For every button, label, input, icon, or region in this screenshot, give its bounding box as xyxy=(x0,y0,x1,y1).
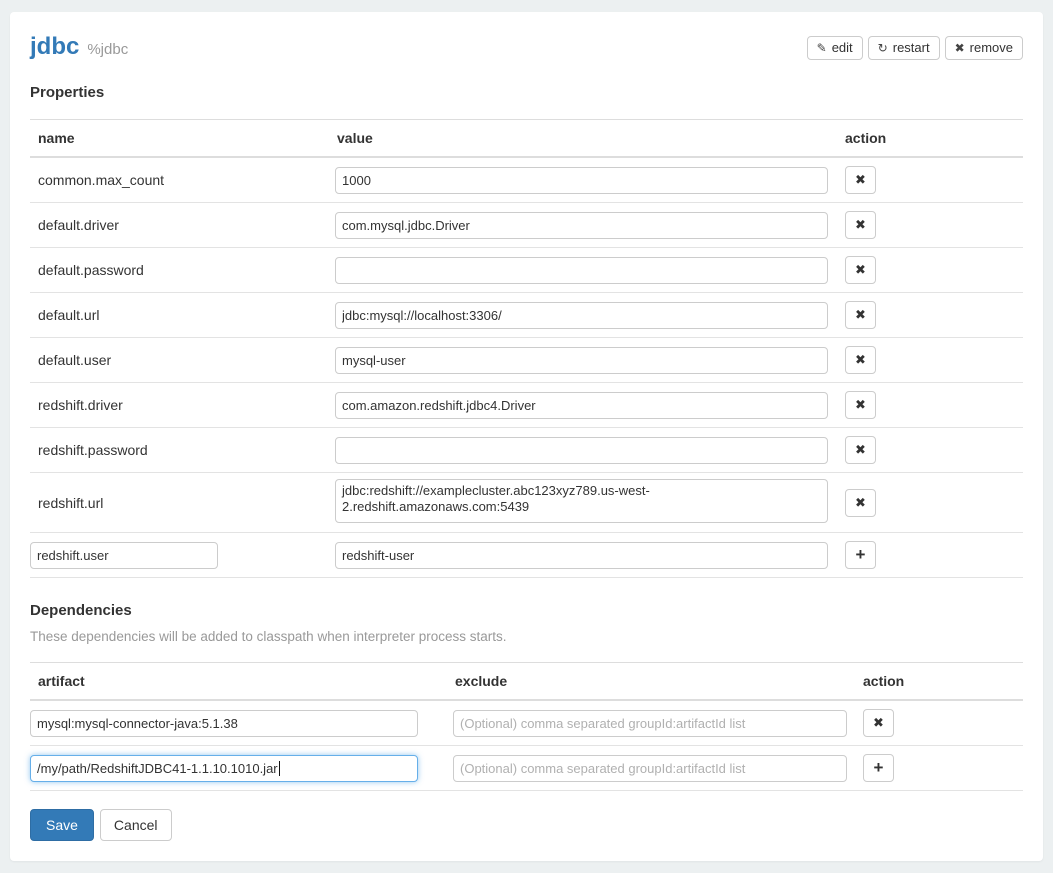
pencil-icon: ✎ xyxy=(816,41,827,55)
property-row xyxy=(30,158,1023,203)
exclude-input[interactable] xyxy=(453,710,847,737)
property-name: default.driver xyxy=(38,217,119,233)
new-dependency-row xyxy=(30,746,1023,791)
delete-property-button[interactable] xyxy=(845,211,876,239)
cancel-button[interactable]: Cancel xyxy=(100,809,172,841)
new-property-row xyxy=(30,533,1023,578)
exclude-input[interactable] xyxy=(453,755,847,782)
property-value-input[interactable] xyxy=(335,479,828,523)
property-name: redshift.url xyxy=(38,494,104,511)
delete-icon: ✖ xyxy=(855,262,866,277)
property-name: common.max_count xyxy=(38,172,165,188)
interpreter-actions xyxy=(807,36,1023,60)
delete-property-button[interactable] xyxy=(845,391,876,419)
restart-button-label: restart xyxy=(892,40,930,55)
delete-property-button[interactable] xyxy=(845,346,876,374)
column-header-action: action xyxy=(863,673,905,689)
delete-icon: ✖ xyxy=(855,494,866,510)
property-row xyxy=(30,248,1023,293)
restart-button[interactable] xyxy=(868,36,940,60)
dependency-row xyxy=(30,701,1023,746)
artifact-input-text: /my/path/RedshiftJDBC41-1.1.10.1010.jar xyxy=(37,760,278,776)
delete-icon: ✖ xyxy=(855,352,866,367)
edit-button[interactable] xyxy=(807,36,863,60)
delete-property-button[interactable] xyxy=(845,301,876,329)
property-value-input[interactable] xyxy=(335,437,828,464)
interpreter-card xyxy=(10,12,1043,861)
save-button[interactable]: Save xyxy=(30,809,94,841)
property-row xyxy=(30,383,1023,428)
column-header-artifact: artifact xyxy=(38,673,85,689)
edit-button-label: edit xyxy=(831,40,853,55)
dependencies-heading: Dependencies xyxy=(30,602,132,619)
add-dependency-button[interactable] xyxy=(863,754,894,782)
text-cursor xyxy=(279,761,280,776)
property-name: redshift.password xyxy=(38,442,148,458)
properties-heading: Properties xyxy=(30,84,105,101)
add-property-button[interactable] xyxy=(845,541,876,569)
delete-icon: ✖ xyxy=(855,397,866,412)
property-value-input[interactable] xyxy=(335,302,828,329)
column-header-value: value xyxy=(337,130,373,146)
property-row xyxy=(30,338,1023,383)
form-footer xyxy=(30,809,1023,841)
x-icon: ✖ xyxy=(954,41,965,55)
dependencies-table-header xyxy=(30,663,1023,701)
delete-icon: ✖ xyxy=(855,442,866,457)
new-property-name-input[interactable] xyxy=(30,542,218,569)
artifact-input-focused[interactable] xyxy=(30,755,418,782)
property-row xyxy=(30,293,1023,338)
plus-icon: + xyxy=(855,545,866,564)
delete-icon: ✖ xyxy=(855,172,866,187)
delete-property-button[interactable] xyxy=(845,256,876,284)
delete-icon: ✖ xyxy=(855,307,866,322)
dependencies-table xyxy=(30,662,1023,791)
delete-dependency-button[interactable] xyxy=(863,709,894,737)
property-value-input[interactable] xyxy=(335,257,828,284)
property-name: default.password xyxy=(38,262,144,278)
delete-property-button[interactable] xyxy=(845,436,876,464)
property-name: redshift.driver xyxy=(38,397,123,413)
delete-icon: ✖ xyxy=(855,217,866,232)
delete-property-button[interactable] xyxy=(845,166,876,194)
property-name: default.user xyxy=(38,352,112,368)
new-property-value-input[interactable] xyxy=(335,542,828,569)
delete-property-button[interactable] xyxy=(845,489,876,517)
refresh-icon: ↻ xyxy=(877,41,888,55)
column-header-action: action xyxy=(845,130,887,146)
dependencies-description: These dependencies will be added to classpath when interpreter process starts. xyxy=(30,629,507,644)
property-row xyxy=(30,428,1023,473)
interpreter-binding-tag: %jdbc xyxy=(87,41,129,58)
column-header-exclude: exclude xyxy=(455,673,508,689)
artifact-input[interactable] xyxy=(30,710,418,737)
page-title: jdbc xyxy=(30,33,80,60)
plus-icon: + xyxy=(873,758,884,777)
properties-table xyxy=(30,119,1023,578)
column-header-name: name xyxy=(38,130,75,146)
property-row xyxy=(30,203,1023,248)
remove-button-label: remove xyxy=(969,40,1013,55)
property-row xyxy=(30,473,1023,533)
property-value-input[interactable] xyxy=(335,167,828,194)
property-value-input[interactable] xyxy=(335,347,828,374)
delete-icon: ✖ xyxy=(873,715,884,730)
remove-button[interactable] xyxy=(945,36,1023,60)
property-name: default.url xyxy=(38,307,100,323)
property-value-input[interactable] xyxy=(335,392,828,419)
property-value-input[interactable] xyxy=(335,212,828,239)
title-wrap xyxy=(30,34,128,60)
interpreter-header xyxy=(30,34,1023,60)
properties-table-header xyxy=(30,120,1023,158)
